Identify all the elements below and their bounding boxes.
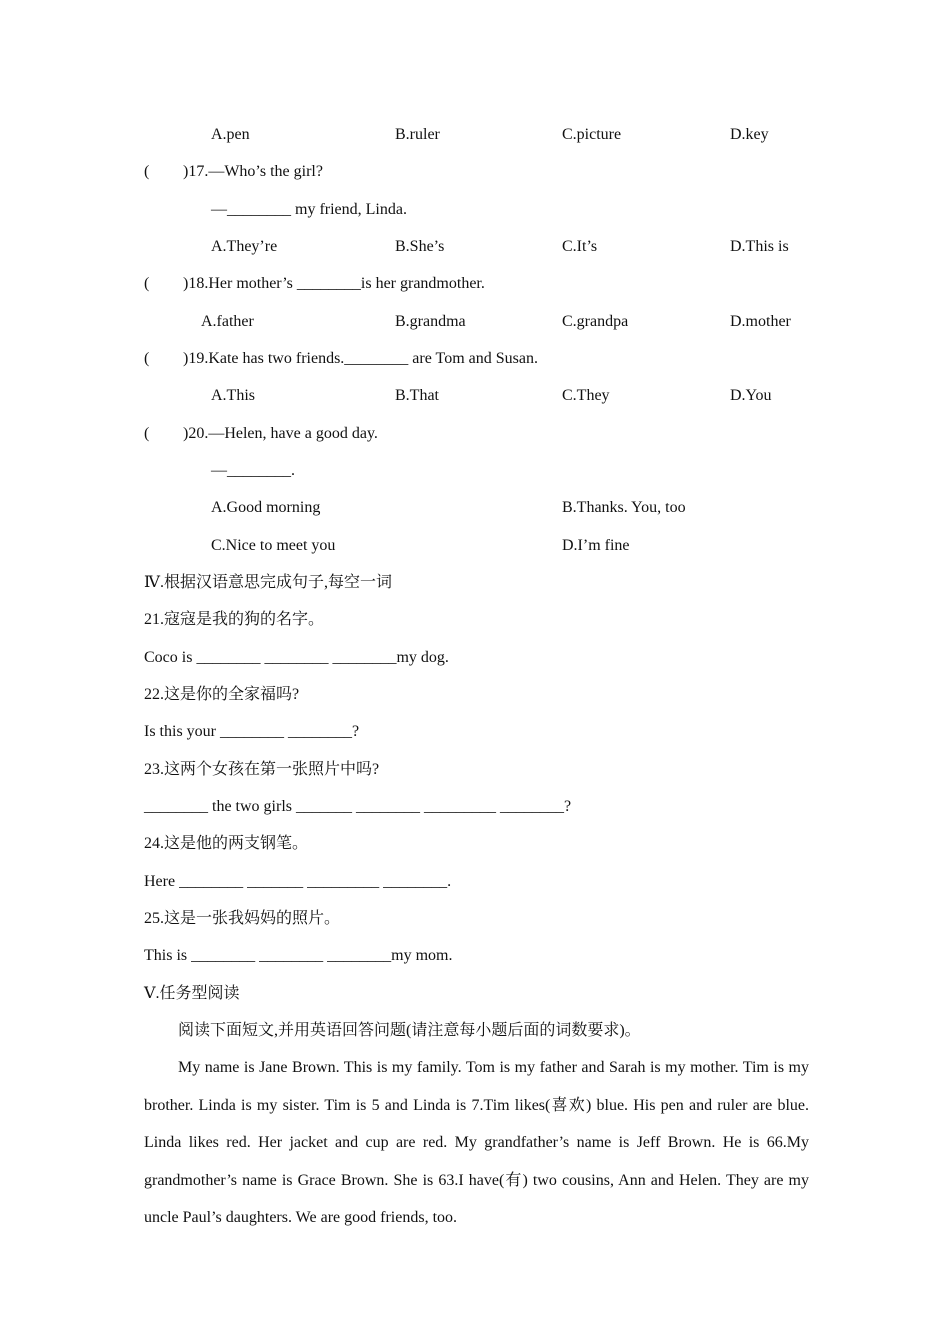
reading-passage: [144, 1049, 809, 1237]
question-stem: )20.—Helen, have a good day.: [183, 425, 378, 442]
dialogue-reply: —________ my friend, Linda.: [211, 201, 407, 218]
option-a: A.Good morning: [211, 499, 321, 516]
option-c: C.It’s: [562, 238, 598, 255]
answer-paren: (: [144, 275, 150, 292]
answer-paren: (: [144, 425, 150, 442]
answer-paren: (: [144, 163, 150, 180]
reading-instruction: 阅读下面短文,并用英语回答问题(请注意每小题后面的词数要求)。: [178, 1022, 641, 1039]
option-b: B.Thanks. You, too: [562, 499, 686, 516]
option-d: D.You: [730, 387, 772, 404]
answer-paren: (: [144, 350, 150, 367]
sentence-blanks: This is ________ ________ ________my mom.: [144, 947, 453, 964]
sentence-blanks: ________ the two girls _______ ________ _________ ________?: [144, 798, 572, 815]
prompt-chinese: 24.这是他的两支钢笔。: [144, 835, 309, 852]
sentence-blanks: Coco is ________ ________ ________my dog.: [144, 649, 449, 666]
prompt-chinese: 22.这是你的全家福吗?: [144, 686, 300, 703]
option-d: D.I’m fine: [562, 537, 630, 554]
section-heading: Ⅴ.任务型阅读: [144, 985, 240, 1002]
option-a: A.father: [201, 313, 254, 330]
question-stem: )18.Her mother’s ________is her grandmother.: [183, 275, 485, 292]
prompt-chinese: 23.这两个女孩在第一张照片中吗?: [144, 761, 380, 778]
option-b: B.grandma: [395, 313, 466, 330]
option-d: D.This is: [730, 238, 789, 255]
dialogue-reply: —________.: [211, 462, 295, 479]
passage-text: My name is Jane Brown. This is my family. Tom is my father and Sarah is my mother. Tim is my brother. Linda is my sister. Tim is 5 and Linda is 7.Tim likes(喜欢) blue. His pen and ruler are blue. Linda likes red. Her jacket and cup are red. My grandfather’s name is Jeff Brown. He is 66.My grandmother’s name is Grace Brown. She is 63.I have(有) two cousins, Ann and Helen. They are my uncle Paul’s daughters. We are good friends, too.: [144, 1059, 809, 1226]
prompt-chinese: 25.这是一张我妈妈的照片。: [144, 910, 341, 927]
option-a: A.pen: [211, 126, 250, 143]
option-c: C.picture: [562, 126, 622, 143]
question-stem: )19.Kate has two friends.________ are Tom and Susan.: [183, 350, 538, 367]
sentence-blanks: Here ________ _______ _________ ________.: [144, 873, 452, 890]
prompt-chinese: 21.寇寇是我的狗的名字。: [144, 611, 325, 628]
option-d: D.key: [730, 126, 769, 143]
option-b: B.She’s: [395, 238, 445, 255]
option-d: D.mother: [730, 313, 791, 330]
option-c: C.Nice to meet you: [211, 537, 336, 554]
section-heading: Ⅳ.根据汉语意思完成句子,每空一词: [144, 574, 392, 591]
sentence-blanks: Is this your ________ ________?: [144, 723, 360, 740]
question-stem: )17.—Who’s the girl?: [183, 163, 323, 180]
option-a: A.This: [211, 387, 255, 404]
option-b: B.That: [395, 387, 439, 404]
option-c: C.They: [562, 387, 610, 404]
option-a: A.They’re: [211, 238, 278, 255]
option-b: B.ruler: [395, 126, 440, 143]
option-c: C.grandpa: [562, 313, 629, 330]
